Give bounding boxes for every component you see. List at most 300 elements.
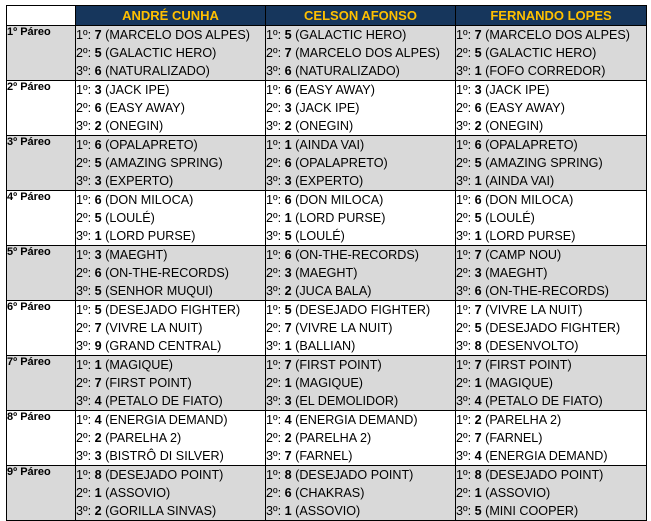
horse-name: (FOFO CORREDOR)	[485, 64, 606, 78]
horse-name: (MAEGHT)	[295, 266, 358, 280]
tip-line	[76, 319, 265, 337]
tips-body	[7, 26, 647, 521]
race-label: 2º Páreo	[7, 81, 76, 136]
tip-line	[456, 172, 646, 190]
horse-name: (ONEGIN)	[485, 119, 544, 133]
tip-cell	[266, 356, 456, 411]
horse-name: (VIVRE LA NUIT)	[485, 303, 583, 317]
placing-label: 1º:	[266, 413, 282, 427]
header-fernando-lopes: FERNANDO LOPES	[456, 6, 647, 26]
race-row	[7, 191, 647, 246]
tip-line	[266, 466, 455, 484]
horse-name: (EXPERTO)	[105, 174, 174, 188]
header-row	[7, 6, 647, 26]
tip-cell	[456, 26, 647, 81]
horse-number: 4	[94, 413, 102, 427]
horse-name: (GALACTIC HERO)	[485, 46, 597, 60]
horse-name: (EASY AWAY)	[485, 101, 565, 115]
placing-label: 3º:	[456, 119, 472, 133]
tip-cell	[76, 191, 266, 246]
tip-line	[456, 356, 646, 374]
race-row	[7, 81, 647, 136]
horse-number: 1	[284, 504, 292, 518]
horse-name: (OPALAPRETO)	[105, 138, 198, 152]
horse-number: 2	[94, 504, 102, 518]
horse-name: (ENERGIA DEMAND)	[485, 449, 608, 463]
tip-line	[266, 374, 455, 392]
tip-line	[76, 117, 265, 135]
race-row	[7, 356, 647, 411]
horse-name: (FIRST POINT)	[485, 358, 572, 372]
tip-line	[456, 191, 646, 209]
horse-number: 3	[284, 266, 292, 280]
race-row	[7, 301, 647, 356]
horse-number: 4	[474, 449, 482, 463]
tip-line	[76, 502, 265, 520]
tip-line	[76, 44, 265, 62]
horse-number: 5	[284, 229, 292, 243]
tip-cell	[456, 246, 647, 301]
placing-label: 1º:	[456, 28, 472, 42]
horse-name: (DESEJADO FIGHTER)	[105, 303, 241, 317]
horse-number: 6	[284, 156, 292, 170]
tip-cell	[76, 301, 266, 356]
race-label: 1º Páreo	[7, 26, 76, 81]
tip-line	[456, 282, 646, 300]
race-row	[7, 136, 647, 191]
tip-line	[266, 264, 455, 282]
header-corner	[7, 6, 76, 26]
horse-name: (SENHOR MUQUI)	[105, 284, 213, 298]
horse-number: 1	[474, 486, 482, 500]
tip-line	[456, 447, 646, 465]
horse-name: (NATURALIZADO)	[105, 64, 210, 78]
race-row	[7, 246, 647, 301]
tip-line	[456, 246, 646, 264]
horse-number: 5	[284, 28, 292, 42]
race-label: 7º Páreo	[7, 356, 76, 411]
tip-line	[76, 172, 265, 190]
tip-cell	[266, 411, 456, 466]
horse-number: 3	[284, 101, 292, 115]
horse-name: (DON MILOCA)	[105, 193, 194, 207]
placing-label: 2º:	[456, 376, 472, 390]
placing-label: 3º:	[456, 229, 472, 243]
placing-label: 3º:	[266, 394, 282, 408]
horse-name: (EL DEMOLIDOR)	[295, 394, 399, 408]
placing-label: 2º:	[76, 321, 92, 335]
horse-name: (BALLIAN)	[295, 339, 356, 353]
tip-line	[456, 81, 646, 99]
tip-line	[76, 264, 265, 282]
placing-label: 2º:	[456, 156, 472, 170]
placing-label: 1º:	[456, 303, 472, 317]
horse-name: (PARELHA 2)	[295, 431, 372, 445]
horse-name: (AINDA VAI)	[485, 174, 555, 188]
placing-label: 1º:	[76, 358, 92, 372]
placing-label: 1º:	[266, 358, 282, 372]
horse-name: (DESENVOLTO)	[485, 339, 579, 353]
placing-label: 2º:	[266, 321, 282, 335]
tip-line	[76, 227, 265, 245]
placing-label: 1º:	[266, 138, 282, 152]
tip-cell	[266, 301, 456, 356]
tip-cell	[456, 466, 647, 521]
placing-label: 1º:	[266, 28, 282, 42]
horse-name: (OPALAPRETO)	[295, 156, 388, 170]
horse-number: 6	[284, 248, 292, 262]
tip-cell	[456, 356, 647, 411]
placing-label: 1º:	[456, 83, 472, 97]
placing-label: 2º:	[456, 211, 472, 225]
horse-number: 1	[474, 229, 482, 243]
horse-number: 3	[474, 83, 482, 97]
tip-line	[456, 99, 646, 117]
tip-cell	[266, 246, 456, 301]
tip-line	[456, 392, 646, 410]
placing-label: 2º:	[456, 46, 472, 60]
horse-name: (LOULÉ)	[105, 211, 155, 225]
horse-name: (MARCELO DOS ALPES)	[295, 46, 440, 60]
tip-line	[456, 301, 646, 319]
tip-line	[76, 484, 265, 502]
placing-label: 1º:	[456, 193, 472, 207]
horse-name: (ASSOVIO)	[485, 486, 551, 500]
placing-label: 3º:	[76, 339, 92, 353]
race-row	[7, 411, 647, 466]
race-label: 5º Páreo	[7, 246, 76, 301]
tip-line	[266, 227, 455, 245]
race-label: 6º Páreo	[7, 301, 76, 356]
horse-name: (ASSOVIO)	[105, 486, 171, 500]
horse-number: 1	[94, 358, 102, 372]
tip-line	[76, 282, 265, 300]
horse-name: (PETALO DE FIATO)	[485, 394, 603, 408]
tip-line	[266, 172, 455, 190]
placing-label: 2º:	[456, 266, 472, 280]
placing-label: 3º:	[456, 284, 472, 298]
tip-line	[456, 117, 646, 135]
horse-number: 6	[474, 284, 482, 298]
horse-number: 5	[94, 46, 102, 60]
placing-label: 3º:	[76, 284, 92, 298]
horse-number: 8	[474, 468, 482, 482]
horse-number: 5	[474, 504, 482, 518]
tip-line	[266, 319, 455, 337]
placing-label: 2º:	[76, 46, 92, 60]
tip-line	[266, 484, 455, 502]
tip-line	[456, 26, 646, 44]
tip-line	[456, 466, 646, 484]
tip-line	[266, 246, 455, 264]
horse-number: 2	[474, 413, 482, 427]
tip-line	[456, 337, 646, 355]
placing-label: 3º:	[456, 339, 472, 353]
horse-name: (LOULÉ)	[295, 229, 345, 243]
placing-label: 1º:	[76, 413, 92, 427]
tip-line	[266, 356, 455, 374]
tip-line	[266, 282, 455, 300]
horse-name: (CHAKRAS)	[295, 486, 365, 500]
horse-number: 6	[94, 101, 102, 115]
horse-number: 2	[284, 119, 292, 133]
placing-label: 3º:	[266, 284, 282, 298]
horse-name: (GRAND CENTRAL)	[105, 339, 222, 353]
horse-number: 7	[94, 321, 102, 335]
horse-number: 6	[94, 266, 102, 280]
tip-line	[76, 466, 265, 484]
tip-line	[76, 301, 265, 319]
horse-name: (FIRST POINT)	[295, 358, 382, 372]
placing-label: 1º:	[456, 413, 472, 427]
placing-label: 3º:	[76, 449, 92, 463]
race-label: 4º Páreo	[7, 191, 76, 246]
placing-label: 2º:	[266, 101, 282, 115]
tip-line	[266, 117, 455, 135]
horse-name: (DESEJADO POINT)	[295, 468, 414, 482]
tip-line	[456, 319, 646, 337]
tip-line	[456, 374, 646, 392]
placing-label: 1º:	[76, 303, 92, 317]
horse-number: 6	[94, 138, 102, 152]
horse-name: (ONEGIN)	[105, 119, 164, 133]
horse-name: (ENERGIA DEMAND)	[105, 413, 228, 427]
tip-cell	[76, 411, 266, 466]
tip-cell	[76, 26, 266, 81]
horse-name: (AINDA VAI)	[295, 138, 365, 152]
placing-label: 3º:	[266, 339, 282, 353]
horse-name: (MAEGHT)	[485, 266, 548, 280]
placing-label: 1º:	[456, 358, 472, 372]
placing-label: 3º:	[76, 64, 92, 78]
race-label: 8º Páreo	[7, 411, 76, 466]
tip-line	[76, 337, 265, 355]
horse-name: (VIVRE LA NUIT)	[105, 321, 203, 335]
placing-label: 3º:	[456, 394, 472, 408]
placing-label: 2º:	[266, 376, 282, 390]
horse-name: (CAMP NOU)	[485, 248, 562, 262]
horse-number: 6	[474, 193, 482, 207]
header-andre-cunha: ANDRÉ CUNHA	[76, 6, 266, 26]
tip-line	[456, 44, 646, 62]
tip-line	[266, 429, 455, 447]
horse-number: 7	[474, 28, 482, 42]
placing-label: 2º:	[76, 486, 92, 500]
tip-line	[266, 447, 455, 465]
placing-label: 3º:	[76, 229, 92, 243]
tip-line	[456, 154, 646, 172]
tip-cell	[76, 246, 266, 301]
horse-name: (FIRST POINT)	[105, 376, 192, 390]
horse-name: (VIVRE LA NUIT)	[295, 321, 393, 335]
horse-number: 1	[474, 174, 482, 188]
horse-name: (PETALO DE FIATO)	[105, 394, 223, 408]
tip-line	[76, 81, 265, 99]
horse-number: 1	[284, 211, 292, 225]
horse-name: (DESEJADO POINT)	[105, 468, 224, 482]
horse-number: 5	[94, 303, 102, 317]
tip-line	[456, 227, 646, 245]
placing-label: 1º:	[76, 248, 92, 262]
horse-name: (ASSOVIO)	[295, 504, 361, 518]
tip-line	[266, 301, 455, 319]
placing-label: 3º:	[76, 119, 92, 133]
horse-number: 5	[284, 303, 292, 317]
placing-label: 1º:	[456, 468, 472, 482]
tip-cell	[76, 81, 266, 136]
tip-line	[76, 374, 265, 392]
tip-line	[76, 209, 265, 227]
tip-line	[266, 392, 455, 410]
tip-cell	[266, 191, 456, 246]
horse-number: 5	[474, 46, 482, 60]
horse-number: 4	[474, 394, 482, 408]
placing-label: 3º:	[266, 449, 282, 463]
tip-line	[456, 264, 646, 282]
horse-name: (ON-THE-RECORDS)	[485, 284, 609, 298]
placing-label: 2º:	[456, 101, 472, 115]
tip-cell	[76, 466, 266, 521]
tip-cell	[456, 411, 647, 466]
placing-label: 1º:	[266, 248, 282, 262]
tip-line	[266, 337, 455, 355]
placing-label: 2º:	[456, 431, 472, 445]
horse-name: (NATURALIZADO)	[295, 64, 400, 78]
horse-name: (AMAZING SPRING)	[105, 156, 223, 170]
tip-cell	[76, 136, 266, 191]
horse-name: (MAEGHT)	[105, 248, 168, 262]
tip-line	[76, 411, 265, 429]
horse-number: 7	[474, 431, 482, 445]
horse-number: 8	[94, 468, 102, 482]
horse-number: 7	[284, 321, 292, 335]
placing-label: 1º:	[266, 83, 282, 97]
placing-label: 3º:	[266, 229, 282, 243]
tip-line	[266, 26, 455, 44]
horse-number: 2	[94, 119, 102, 133]
horse-name: (MAGIQUE)	[485, 376, 553, 390]
tip-line	[456, 62, 646, 80]
tip-cell	[266, 81, 456, 136]
horse-name: (JACK IPE)	[295, 101, 360, 115]
placing-label: 1º:	[76, 83, 92, 97]
tips-table	[6, 5, 647, 521]
horse-number: 4	[284, 413, 292, 427]
placing-label: 3º:	[76, 504, 92, 518]
horse-name: (LORD PURSE)	[485, 229, 576, 243]
tip-line	[76, 99, 265, 117]
header-celson-afonso: CELSON AFONSO	[266, 6, 456, 26]
tip-cell	[456, 301, 647, 356]
placing-label: 3º:	[266, 174, 282, 188]
horse-number: 8	[284, 468, 292, 482]
horse-name: (MINI COOPER)	[485, 504, 579, 518]
horse-name: (ON-THE-RECORDS)	[295, 248, 419, 262]
horse-number: 1	[474, 64, 482, 78]
horse-number: 1	[474, 376, 482, 390]
placing-label: 1º:	[76, 28, 92, 42]
horse-number: 3	[94, 449, 102, 463]
horse-number: 6	[284, 193, 292, 207]
race-label: 3º Páreo	[7, 136, 76, 191]
horse-number: 6	[474, 138, 482, 152]
tip-line	[76, 246, 265, 264]
tip-line	[266, 81, 455, 99]
tip-line	[456, 502, 646, 520]
horse-number: 7	[474, 358, 482, 372]
placing-label: 2º:	[266, 211, 282, 225]
horse-number: 7	[284, 449, 292, 463]
placing-label: 2º:	[456, 321, 472, 335]
tip-line	[76, 62, 265, 80]
placing-label: 2º:	[266, 156, 282, 170]
horse-name: (ON-THE-RECORDS)	[105, 266, 229, 280]
horse-name: (FARNEL)	[485, 431, 543, 445]
horse-name: (DESEJADO FIGHTER)	[295, 303, 431, 317]
horse-number: 1	[284, 339, 292, 353]
placing-label: 2º:	[76, 431, 92, 445]
placing-label: 2º:	[266, 486, 282, 500]
placing-label: 1º:	[266, 468, 282, 482]
horse-number: 9	[94, 339, 102, 353]
horse-number: 8	[474, 339, 482, 353]
horse-name: (EASY AWAY)	[105, 101, 185, 115]
horse-number: 5	[474, 156, 482, 170]
race-label: 9º Páreo	[7, 466, 76, 521]
tip-cell	[456, 191, 647, 246]
tip-line	[76, 154, 265, 172]
horse-name: (LORD PURSE)	[105, 229, 196, 243]
horse-name: (JACK IPE)	[485, 83, 550, 97]
horse-number: 7	[474, 248, 482, 262]
placing-label: 3º:	[76, 174, 92, 188]
tip-line	[456, 484, 646, 502]
horse-name: (GORILLA SINVAS)	[105, 504, 217, 518]
tip-line	[76, 136, 265, 154]
horse-number: 6	[284, 64, 292, 78]
horse-name: (MARCELO DOS ALPES)	[105, 28, 250, 42]
horse-number: 2	[284, 431, 292, 445]
horse-name: (EXPERTO)	[295, 174, 364, 188]
tip-line	[456, 209, 646, 227]
horse-name: (LOULÉ)	[485, 211, 535, 225]
horse-number: 2	[284, 284, 292, 298]
horse-name: (ONEGIN)	[295, 119, 354, 133]
horse-number: 1	[94, 486, 102, 500]
placing-label: 2º:	[266, 46, 282, 60]
placing-label: 1º:	[456, 248, 472, 262]
placing-label: 3º:	[456, 174, 472, 188]
placing-label: 1º:	[266, 193, 282, 207]
placing-label: 2º:	[266, 431, 282, 445]
horse-number: 6	[284, 486, 292, 500]
horse-name: (FARNEL)	[295, 449, 353, 463]
horse-number: 1	[94, 229, 102, 243]
placing-label: 3º:	[266, 64, 282, 78]
horse-number: 5	[94, 284, 102, 298]
race-row	[7, 26, 647, 81]
horse-name: (GALACTIC HERO)	[105, 46, 217, 60]
placing-label: 2º:	[76, 156, 92, 170]
tip-line	[266, 99, 455, 117]
placing-label: 2º:	[76, 101, 92, 115]
tip-line	[76, 191, 265, 209]
horse-number: 1	[284, 138, 292, 152]
placing-label: 2º:	[266, 266, 282, 280]
placing-label: 1º:	[456, 138, 472, 152]
tip-cell	[76, 356, 266, 411]
placing-label: 1º:	[76, 468, 92, 482]
